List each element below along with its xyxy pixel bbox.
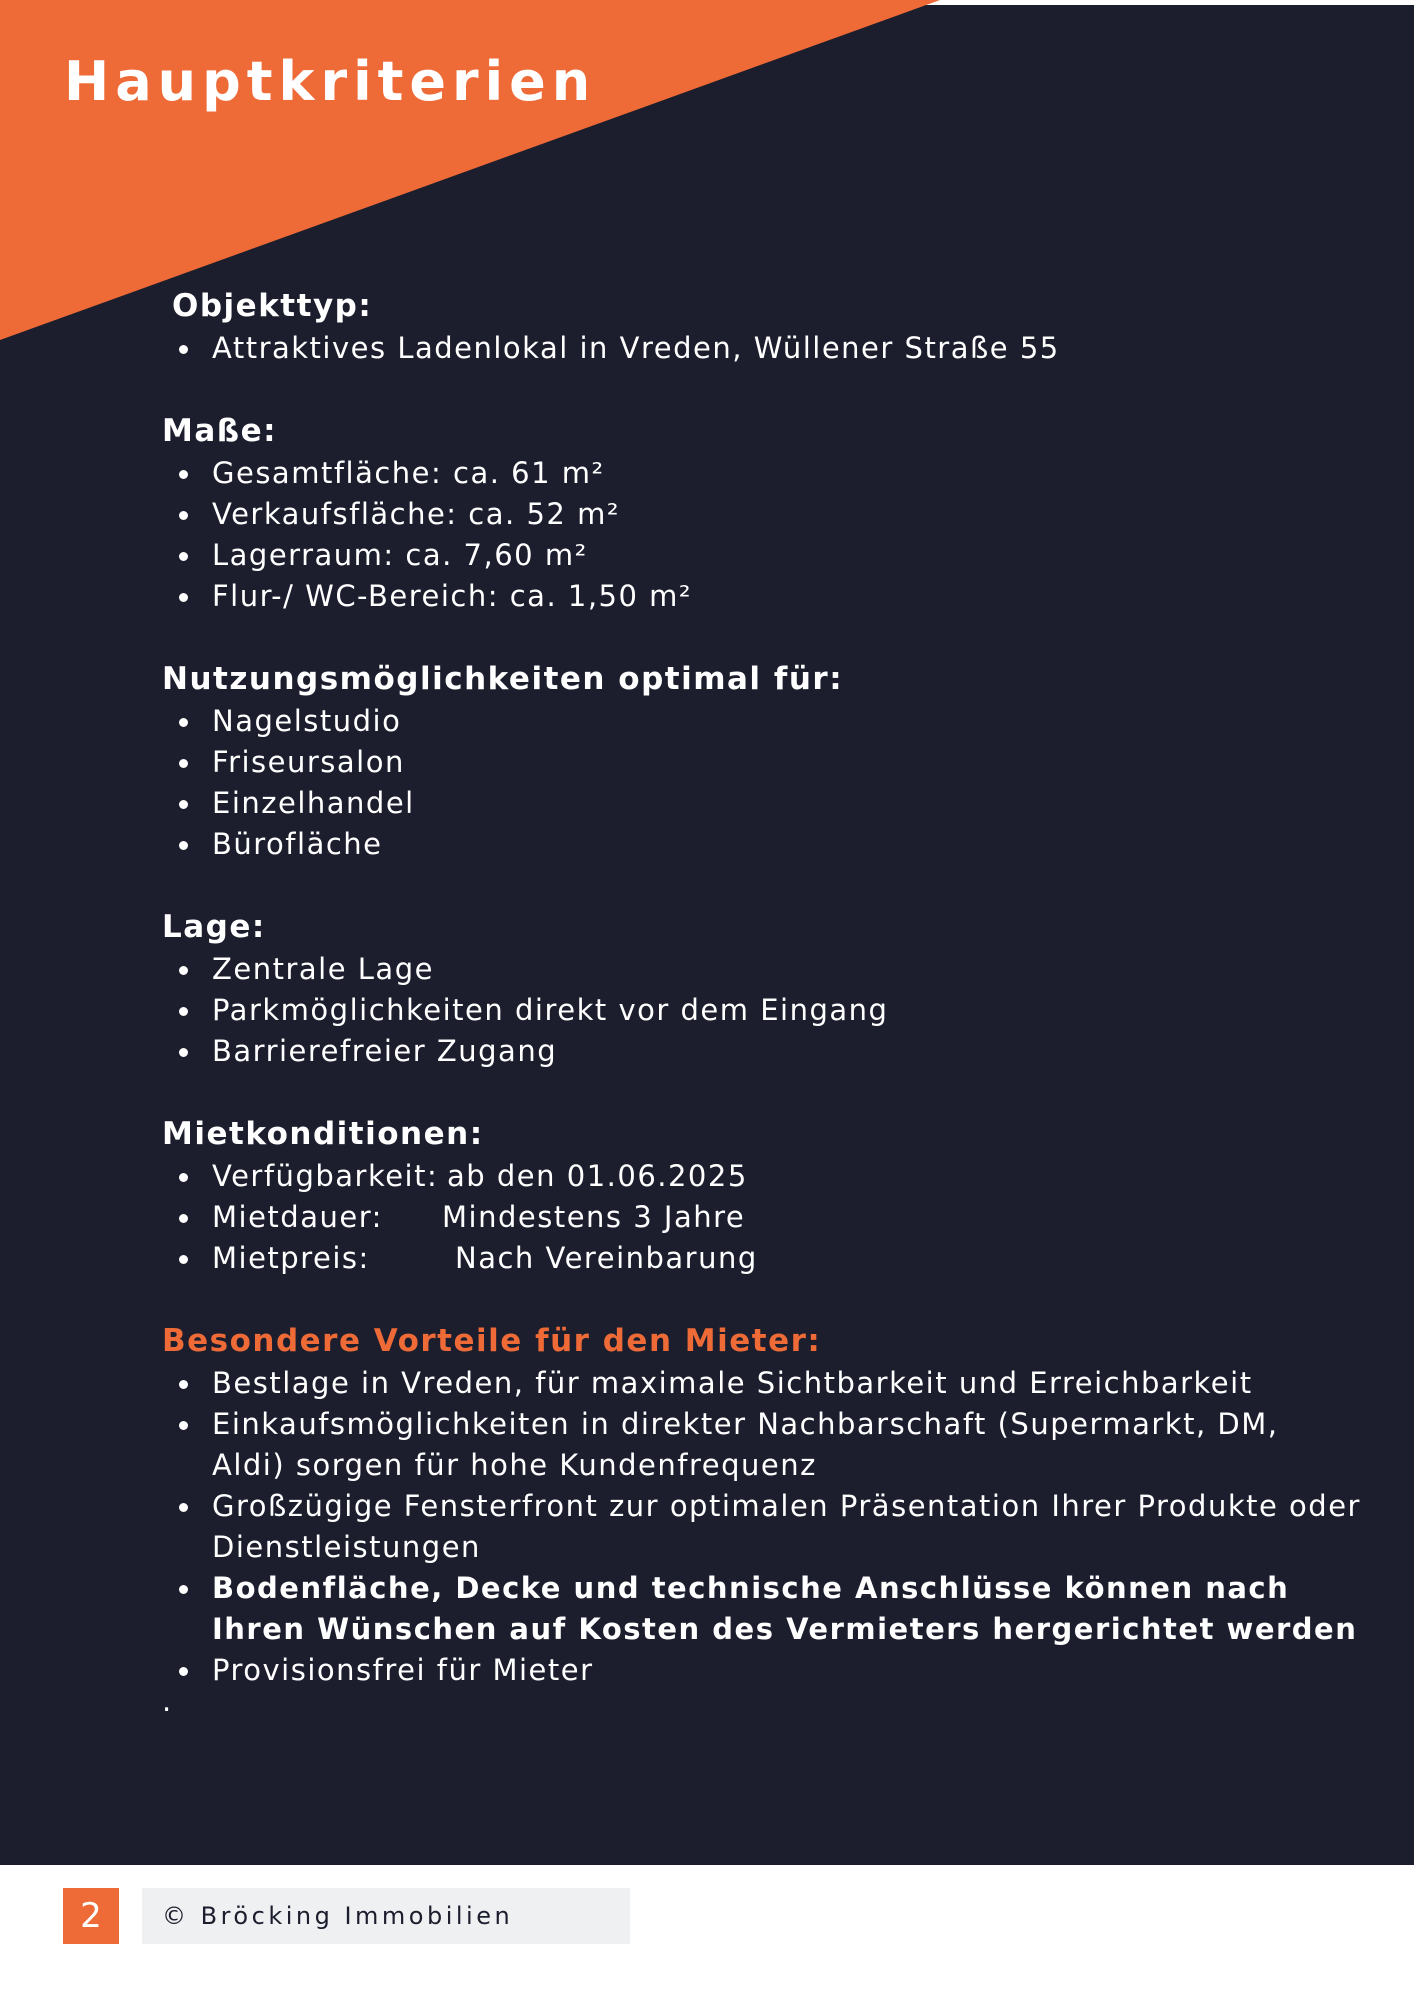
section-heading-mietkonditionen: Mietkonditionen:	[162, 1116, 484, 1152]
condition-value: ab den 01.06.2025	[447, 1159, 748, 1193]
condition-label: Mietpreis:	[212, 1241, 370, 1275]
condition-value: Nach Vereinbarung	[455, 1241, 758, 1275]
list-item: Zentrale Lage	[162, 949, 1362, 990]
list-item: Einkaufsmöglichkeiten in direkter Nachbarschaft (Supermarkt, DM, Aldi) sorgen für hohe Kundenfrequenz	[162, 1404, 1362, 1486]
section-heading-vorteile: Besondere Vorteile für den Mieter:	[162, 1323, 822, 1359]
section-heading-lage: Lage:	[162, 909, 266, 945]
trailing-period: .	[162, 1684, 172, 1718]
list-item: Friseursalon	[162, 742, 1362, 783]
list-item: Bodenfläche, Decke und technische Anschlüsse können nach Ihren Wünschen auf Kosten des Vermieters hergerichtet werden	[162, 1568, 1362, 1650]
condition-label: Verfügbarkeit:	[212, 1159, 439, 1193]
section-objekttyp	[162, 284, 1362, 369]
list-item	[162, 1197, 1362, 1238]
section-masse	[162, 409, 1362, 617]
section-heading-objekttyp: Objekttyp:	[172, 288, 373, 324]
section-heading-nutzung: Nutzungsmöglichkeiten optimal für:	[162, 661, 844, 697]
list-item: Großzügige Fensterfront zur optimalen Präsentation Ihrer Produkte oder Dienstleistungen	[162, 1486, 1362, 1568]
list-item	[162, 1156, 1362, 1197]
list-item: Lagerraum: ca. 7,60 m²	[162, 535, 1362, 576]
section-mietkonditionen	[162, 1112, 1362, 1279]
section-vorteile	[162, 1319, 1362, 1718]
page-number-badge: 2	[63, 1888, 119, 1944]
condition-value: Mindestens 3 Jahre	[442, 1200, 746, 1234]
section-lage	[162, 905, 1362, 1072]
list-item: Barrierefreier Zugang	[162, 1031, 1362, 1072]
list-item	[162, 1238, 1362, 1279]
page-title: Hauptkriterien	[64, 50, 597, 113]
list-item: Nagelstudio	[162, 701, 1362, 742]
section-nutzung	[162, 657, 1362, 865]
list-item: Provisionsfrei für Mieter	[162, 1650, 1362, 1691]
main-content	[162, 284, 1362, 1718]
list-item: Gesamtfläche: ca. 61 m²	[162, 453, 1362, 494]
list-item: Bürofläche	[162, 824, 1362, 865]
list-item: Bestlage in Vreden, für maximale Sichtbarkeit und Erreichbarkeit	[162, 1363, 1362, 1404]
copyright-footer: © Bröcking Immobilien	[142, 1888, 630, 1944]
list-item: Einzelhandel	[162, 783, 1362, 824]
condition-label: Mietdauer:	[212, 1200, 383, 1234]
list-item: Parkmöglichkeiten direkt vor dem Eingang	[162, 990, 1362, 1031]
section-heading-masse: Maße:	[162, 413, 277, 449]
list-item: Attraktives Ladenlokal in Vreden, Wüllener Straße 55	[162, 328, 1362, 369]
list-item: Flur-/ WC-Bereich: ca. 1,50 m²	[162, 576, 1362, 617]
list-item: Verkaufsfläche: ca. 52 m²	[162, 494, 1362, 535]
